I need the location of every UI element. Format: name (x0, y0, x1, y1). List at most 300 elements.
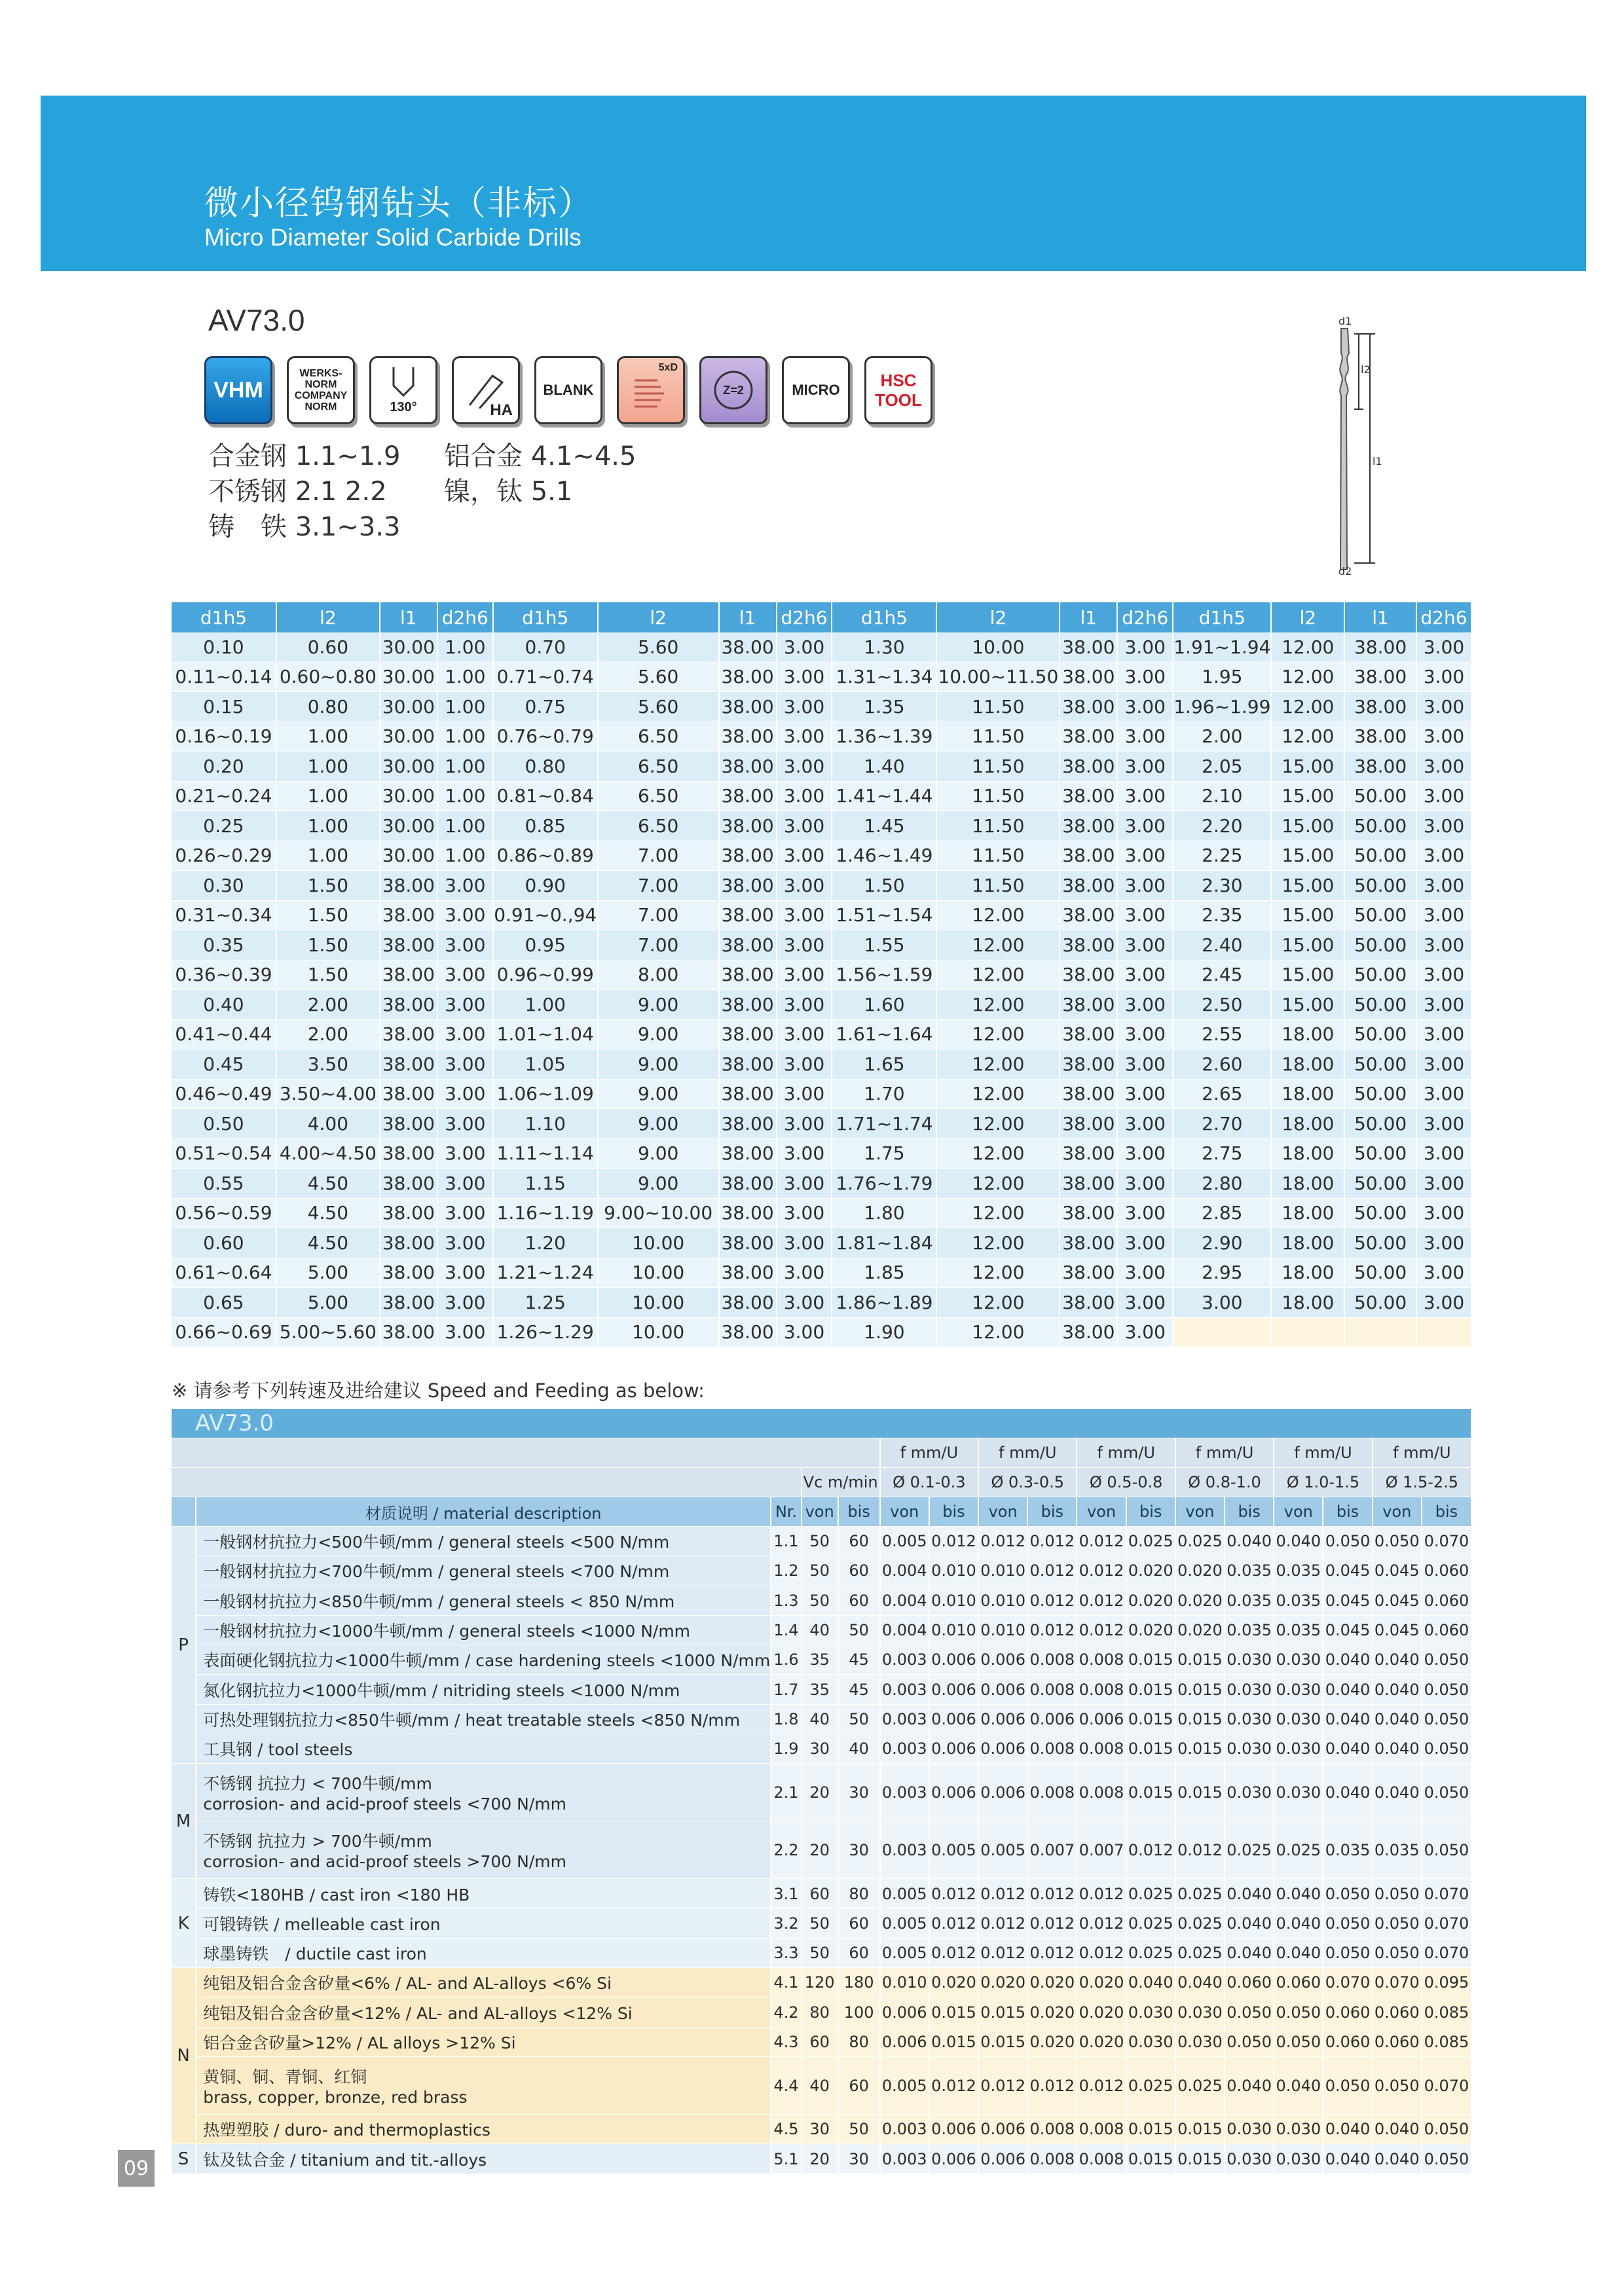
table-cell: 3.00 (1117, 1139, 1173, 1169)
drill-label-l1: l1 (1373, 455, 1382, 467)
table-cell: 38.00 (719, 841, 777, 871)
feed-value: 0.012 (1077, 1908, 1126, 1938)
table-cell: 9.00 (598, 1169, 719, 1199)
dimension-col-header: l1 (1060, 602, 1117, 632)
feed-value: 0.050 (1323, 1527, 1372, 1556)
feed-value: 0.008 (1077, 1645, 1126, 1675)
table-row (172, 871, 1471, 901)
feed-value: 0.040 (1225, 2057, 1274, 2115)
bis-header: bis (1027, 1497, 1077, 1527)
table-cell: 3.00 (1416, 1139, 1471, 1169)
material-description (196, 1586, 771, 1615)
von-header: von (1373, 1497, 1422, 1527)
table-cell: 1.90 (832, 1317, 936, 1347)
material-nr: 1.7 (771, 1675, 801, 1704)
table-cell: 1.00 (437, 721, 493, 752)
feed-value: 0.050 (1225, 1997, 1274, 2027)
table-cell: 0.76~0.79 (493, 721, 598, 752)
table-cell: 3.00 (1416, 930, 1471, 960)
table-cell: 2.60 (1173, 1049, 1271, 1080)
fmm-header: f mm/U (1077, 1438, 1175, 1468)
table-cell: 0.90 (493, 871, 598, 901)
feed-value: 0.025 (1175, 1879, 1225, 1908)
table-cell: 3.00 (1416, 900, 1471, 930)
feed-value: 0.070 (1422, 2057, 1471, 2115)
feed-value: 35 (802, 1645, 838, 1675)
table-cell: 1.06~1.09 (493, 1079, 598, 1109)
table-cell: 0.41~0.44 (172, 1019, 276, 1049)
table-cell: 38.00 (1060, 752, 1117, 782)
feed-value: 0.050 (1422, 2115, 1471, 2144)
speed-feed-note: ※ 请参考下列转速及进给建议 Speed and Feeding as below: (172, 1379, 705, 1402)
table-cell: 2.75 (1173, 1139, 1271, 1169)
table-cell: 15.00 (1271, 871, 1344, 901)
feed-value: 0.040 (1225, 1938, 1274, 1967)
feed-value: 0.035 (1323, 1821, 1372, 1879)
feed-value: 0.045 (1373, 1586, 1422, 1615)
table-cell: 38.00 (719, 1139, 777, 1169)
feed-value: 0.006 (929, 1645, 978, 1675)
table-cell: 3.00 (777, 1079, 832, 1109)
table-row (172, 1049, 1471, 1080)
table-cell: 0.95 (493, 930, 598, 960)
table-cell: 10.00 (936, 632, 1060, 662)
feed-value: 40 (838, 1734, 880, 1764)
table-cell: 18.00 (1271, 1109, 1344, 1139)
table-cell: 8.00 (598, 960, 719, 990)
table-row (172, 900, 1471, 930)
feed-value: 0.004 (880, 1586, 929, 1615)
feed-value: 0.050 (1323, 1879, 1372, 1908)
table-row (172, 781, 1471, 811)
table-cell: 3.00 (1117, 960, 1173, 990)
table-cell: 0.96~0.99 (493, 960, 598, 990)
table-cell: 38.00 (380, 1109, 437, 1139)
feed-value: 0.015 (929, 2027, 978, 2056)
table-cell: 11.50 (936, 841, 1060, 871)
feed-value: 0.008 (1077, 1734, 1126, 1764)
feed-value: 0.060 (1225, 1968, 1274, 1997)
table-cell: 15.00 (1271, 960, 1344, 990)
table-cell: 0.81~0.84 (493, 781, 598, 811)
table-cell: 3.00 (1416, 1169, 1471, 1199)
table-cell: 38.00 (719, 1228, 777, 1258)
material-description-line: 氮化钢抗拉力<1000牛顿/mm / nitriding steels <1000 N/mm (203, 1681, 680, 1700)
table-cell: 50.00 (1344, 1288, 1416, 1318)
material-description (196, 1645, 771, 1675)
table-cell: 50.00 (1344, 900, 1416, 930)
table-row (172, 632, 1471, 662)
table-cell: 2.55 (1173, 1019, 1271, 1049)
table-cell: 2.35 (1173, 900, 1271, 930)
feed-value: 0.003 (880, 1734, 929, 1764)
table-cell: 9.00 (598, 990, 719, 1020)
z2-flutes-icon (699, 356, 767, 424)
table-cell: 50.00 (1344, 1139, 1416, 1169)
dimension-col-header: d1h5 (1173, 602, 1271, 632)
table-row (172, 1317, 1471, 1347)
feed-value: 0.020 (1027, 2027, 1077, 2056)
table-cell: 38.00 (1060, 1198, 1117, 1228)
feed-value: 0.005 (929, 1821, 978, 1879)
table-cell: 2.95 (1173, 1258, 1271, 1288)
feed-value: 0.012 (1027, 1879, 1077, 1908)
table-cell: 1.50 (276, 871, 380, 901)
feed-value: 0.012 (1077, 1615, 1126, 1645)
table-cell: 0.86~0.89 (493, 841, 598, 871)
hsc-tool-icon (864, 356, 932, 424)
feed-value: 60 (838, 1527, 880, 1556)
table-cell: 0.50 (172, 1109, 276, 1139)
feed-value: 0.040 (1274, 2057, 1323, 2115)
table-cell: 12.00 (936, 1228, 1060, 1258)
table-cell: 2.65 (1173, 1079, 1271, 1109)
table-cell: 1.00 (276, 752, 380, 782)
feed-value: 0.006 (978, 1645, 1027, 1675)
feed-value: 0.012 (929, 1879, 978, 1908)
feed-value: 0.070 (1323, 1968, 1372, 1997)
material-stainless: 不锈钢 2.1 2.2 (208, 477, 387, 507)
diameter-range-header: Ø 0.3-0.5 (978, 1468, 1077, 1497)
material-cast-iron: 铸 铁 3.1~3.3 (208, 512, 401, 542)
material-description-line: 工具钢 / tool steels (203, 1740, 353, 1760)
feed-row (172, 1586, 1471, 1615)
table-row (172, 1139, 1471, 1169)
feed-row (172, 1764, 1471, 1821)
feed-value: 0.012 (978, 1879, 1027, 1908)
table-cell: 3.00 (777, 1258, 832, 1288)
feed-value: 0.015 (1175, 1645, 1225, 1675)
feed-row (172, 1938, 1471, 1967)
feed-value: 0.015 (1175, 2115, 1225, 2144)
material-description-line: 表面硬化钢抗拉力<1000牛顿/mm / case hardening steels <1000 N/mm (203, 1651, 771, 1671)
dimension-col-header: l1 (719, 602, 777, 632)
table-cell: 38.00 (1344, 662, 1416, 692)
feed-value: 0.050 (1323, 1938, 1372, 1967)
feed-value: 100 (838, 1997, 880, 2027)
table-cell: 3.00 (437, 1169, 493, 1199)
table-cell: 0.61~0.64 (172, 1258, 276, 1288)
diameter-range-header: Ø 0.1-0.3 (880, 1468, 978, 1497)
material-description-line: 黄铜、铜、青铜、红铜 (203, 2068, 367, 2087)
table-cell: 1.20 (493, 1228, 598, 1258)
feed-value: 0.060 (1373, 1997, 1422, 2027)
feed-value: 60 (802, 1879, 838, 1908)
table-cell: 38.00 (1060, 811, 1117, 841)
table-cell: 7.00 (598, 871, 719, 901)
feed-value: 30 (838, 2144, 880, 2174)
table-cell: 1.00 (493, 990, 598, 1020)
table-cell: 50.00 (1344, 930, 1416, 960)
von-header: von (1077, 1497, 1126, 1527)
table-cell: 38.00 (719, 811, 777, 841)
table-cell: 50.00 (1344, 1228, 1416, 1258)
fmm-header: f mm/U (978, 1438, 1077, 1468)
table-cell: 12.00 (936, 1079, 1060, 1109)
table-cell: 3.00 (1117, 871, 1173, 901)
feed-value: 0.012 (1126, 1821, 1175, 1879)
feed-value: 0.040 (1225, 1879, 1274, 1908)
table-row (172, 752, 1471, 782)
table-cell: 3.00 (1416, 811, 1471, 841)
table-cell: 38.00 (1060, 871, 1117, 901)
material-group-code: P (172, 1527, 196, 1764)
drill-label-l2: l2 (1361, 363, 1371, 376)
table-cell: 3.00 (437, 1288, 493, 1318)
table-cell: 12.00 (936, 990, 1060, 1020)
feed-value: 0.030 (1225, 1645, 1274, 1675)
table-cell: 3.00 (1117, 752, 1173, 782)
feed-value: 0.025 (1126, 1879, 1175, 1908)
table-cell: 3.00 (437, 900, 493, 930)
feed-value: 0.030 (1225, 1704, 1274, 1734)
table-cell: 11.50 (936, 781, 1060, 811)
table-cell: 3.00 (1416, 990, 1471, 1020)
material-nr: 5.1 (771, 2144, 801, 2174)
feed-value: 45 (838, 1675, 880, 1704)
table-cell: 38.00 (719, 632, 777, 662)
dimension-table (172, 602, 1472, 1347)
dimension-col-header: l2 (1271, 602, 1344, 632)
table-cell: 38.00 (380, 960, 437, 990)
table-cell: 3.00 (777, 1019, 832, 1049)
feed-value: 0.030 (1274, 1764, 1323, 1821)
table-cell: 38.00 (1060, 960, 1117, 990)
feed-value: 0.020 (1175, 1586, 1225, 1615)
table-cell: 3.00 (777, 1317, 832, 1347)
table-cell: 7.00 (598, 841, 719, 871)
table-cell: 38.00 (380, 990, 437, 1020)
material-description-line: corrosion- and acid-proof steels <700 N/mm (203, 1795, 566, 1814)
feed-value: 0.012 (1027, 1615, 1077, 1645)
feed-value: 0.006 (978, 1764, 1027, 1821)
feed-value: 0.040 (1323, 1734, 1372, 1764)
bis-header: bis (1126, 1497, 1175, 1527)
table-cell: 11.50 (936, 752, 1060, 782)
feed-value: 40 (802, 2057, 838, 2115)
material-aluminum: 铝合金 4.1~4.5 (444, 441, 637, 471)
feed-value: 0.006 (978, 1734, 1027, 1764)
material-description-line: 一般钢材抗拉力<500牛顿/mm / general steels <500 N/mm (203, 1533, 670, 1552)
feed-value: 0.060 (1422, 1556, 1471, 1586)
material-description-line: 铸铁<180HB / cast iron <180 HB (203, 1885, 470, 1904)
material-description-line: 一般钢材抗拉力<700牛顿/mm / general steels <700 N/mm (203, 1562, 670, 1582)
table-cell: 1.00 (276, 841, 380, 871)
table-cell: 1.36~1.39 (832, 721, 936, 752)
feed-row (172, 1556, 1471, 1586)
feed-value: 0.006 (880, 1997, 929, 2027)
material-description (196, 1938, 771, 1967)
table-cell: 4.00 (276, 1109, 380, 1139)
feed-value: 0.006 (929, 1764, 978, 1821)
feed-value: 0.012 (1027, 1556, 1077, 1586)
table-cell: 3.00 (1117, 811, 1173, 841)
feed-value: 0.007 (1027, 1821, 1077, 1879)
werks-norm-icon: WERKS-NORM COMPANY NORM (287, 356, 355, 424)
feed-row (172, 2144, 1471, 2174)
table-cell: 3.00 (1117, 1317, 1173, 1347)
table-cell: 3.00 (1416, 841, 1471, 871)
table-cell: 0.26~0.29 (172, 841, 276, 871)
feed-value: 0.003 (880, 1645, 929, 1675)
table-cell: 12.00 (1271, 692, 1344, 722)
feed-value: 60 (838, 2057, 880, 2115)
material-nr: 1.3 (771, 1586, 801, 1615)
table-cell: 1.25 (493, 1288, 598, 1318)
table-cell: 2.20 (1173, 811, 1271, 841)
feed-value: 0.050 (1373, 1938, 1422, 1967)
table-cell: 2.50 (1173, 990, 1271, 1020)
hsc-label: HSC TOOL (875, 371, 922, 410)
table-cell: 2.00 (1173, 721, 1271, 752)
feed-value: 0.008 (1027, 1675, 1077, 1704)
dimension-col-header: d2h6 (777, 602, 832, 632)
feed-value: 0.006 (978, 1704, 1027, 1734)
diameter-range-header: Ø 1.5-2.5 (1373, 1468, 1471, 1497)
table-cell: 18.00 (1271, 1228, 1344, 1258)
table-cell: 4.50 (276, 1228, 380, 1258)
table-cell: 6.50 (598, 781, 719, 811)
table-cell: 30.00 (380, 692, 437, 722)
von-header: von (802, 1497, 838, 1527)
feed-value: 0.015 (1175, 1734, 1225, 1764)
dimension-col-header: l2 (936, 602, 1060, 632)
table-cell: 50.00 (1344, 1169, 1416, 1199)
point-angle-icon (369, 356, 437, 424)
table-cell: 0.80 (493, 752, 598, 782)
feed-value: 0.005 (978, 1821, 1027, 1879)
table-cell: 2.25 (1173, 841, 1271, 871)
feed-value: 0.050 (1422, 1645, 1471, 1675)
feed-value: 120 (802, 1968, 838, 1997)
table-cell: 3.00 (777, 752, 832, 782)
feed-value: 0.012 (978, 2057, 1027, 2115)
table-cell: 0.10 (172, 632, 276, 662)
table-cell: 1.00 (276, 781, 380, 811)
feed-value: 0.040 (1175, 1968, 1225, 1997)
table-cell: 1.00 (437, 662, 493, 692)
table-cell: 3.00 (777, 930, 832, 960)
table-row (172, 1228, 1471, 1258)
table-cell: 0.75 (493, 692, 598, 722)
feed-value: 0.040 (1373, 2115, 1422, 2144)
table-cell: 0.80 (276, 692, 380, 722)
table-cell: 38.00 (1060, 1049, 1117, 1080)
table-cell: 38.00 (380, 1228, 437, 1258)
table-cell: 11.50 (936, 871, 1060, 901)
table-cell: 12.00 (1271, 632, 1344, 662)
feature-icons (204, 356, 932, 424)
diameter-range-header: Ø 1.0-1.5 (1274, 1468, 1372, 1497)
feed-row (172, 1734, 1471, 1764)
feed-value: 30 (802, 2115, 838, 2144)
feed-value: 0.060 (1323, 2027, 1372, 2056)
table-cell: 1.00 (276, 721, 380, 752)
feed-value: 0.003 (880, 1704, 929, 1734)
z2-label: Z=2 (723, 383, 744, 397)
table-cell: 38.00 (1344, 721, 1416, 752)
table-cell: 38.00 (719, 960, 777, 990)
table-cell: 30.00 (380, 662, 437, 692)
feed-row (172, 1821, 1471, 1879)
feed-value: 0.008 (1077, 1764, 1126, 1821)
material-description (196, 1704, 771, 1734)
ha-label: HA (490, 401, 513, 419)
table-cell: 38.00 (719, 930, 777, 960)
feed-value: 0.025 (1274, 1821, 1323, 1879)
table-cell: 1.50 (276, 960, 380, 990)
feed-value: 0.030 (1225, 2115, 1274, 2144)
material-description (196, 1764, 771, 1821)
table-cell: 3.00 (437, 1049, 493, 1080)
feed-value: 0.070 (1373, 1968, 1422, 1997)
table-cell: 0.20 (172, 752, 276, 782)
table-cell (1173, 1317, 1271, 1347)
table-cell: 1.30 (832, 632, 936, 662)
table-cell: 3.00 (1117, 1288, 1173, 1318)
feed-value: 60 (838, 1908, 880, 1938)
table-cell: 0.66~0.69 (172, 1317, 276, 1347)
table-cell: 50.00 (1344, 841, 1416, 871)
table-cell: 2.40 (1173, 930, 1271, 960)
feed-value: 0.050 (1373, 1879, 1422, 1908)
feed-value: 0.015 (1126, 1675, 1175, 1704)
feed-value: 50 (802, 1556, 838, 1586)
table-cell: 18.00 (1271, 1169, 1344, 1199)
material-description (196, 1908, 771, 1938)
table-cell: 1.01~1.04 (493, 1019, 598, 1049)
table-cell: 38.00 (719, 1288, 777, 1318)
material-nr: 2.1 (771, 1764, 801, 1821)
table-row (172, 1288, 1471, 1318)
table-cell: 3.00 (1117, 1049, 1173, 1080)
feed-value: 0.060 (1422, 1586, 1471, 1615)
table-cell: 2.70 (1173, 1109, 1271, 1139)
material-description (196, 1997, 771, 2027)
table-cell: 4.50 (276, 1198, 380, 1228)
table-cell: 38.00 (380, 1049, 437, 1080)
table-cell: 38.00 (380, 871, 437, 901)
table-cell: 0.71~0.74 (493, 662, 598, 692)
feed-value: 0.040 (1373, 1704, 1422, 1734)
table-cell: 1.26~1.29 (493, 1317, 598, 1347)
table-cell: 18.00 (1271, 1049, 1344, 1080)
table-cell: 3.00 (777, 781, 832, 811)
feed-value: 20 (802, 1821, 838, 1879)
table-cell: 12.00 (936, 1317, 1060, 1347)
vc-header: Vc m/min (802, 1468, 880, 1497)
feed-value: 0.008 (1027, 2115, 1077, 2144)
feed-header-row-1 (172, 1438, 1471, 1468)
table-cell: 3.00 (1117, 930, 1173, 960)
feed-value: 0.012 (1027, 1527, 1077, 1556)
table-cell: 3.00 (1416, 1109, 1471, 1139)
table-cell: 38.00 (719, 1198, 777, 1228)
table-cell: 2.05 (1173, 752, 1271, 782)
table-cell: 3.00 (1416, 692, 1471, 722)
table-cell (1271, 1317, 1344, 1347)
table-cell: 1.15 (493, 1169, 598, 1199)
table-cell: 3.00 (1416, 1258, 1471, 1288)
material-nr: 3.1 (771, 1879, 801, 1908)
feed-column-header-row (172, 1497, 1471, 1527)
feed-value: 0.060 (1323, 1997, 1372, 2027)
five-xd-label: 5xD (658, 362, 678, 373)
material-description (196, 1675, 771, 1704)
table-cell: 1.55 (832, 930, 936, 960)
table-cell: 5.60 (598, 692, 719, 722)
title-en: Micro Diameter Solid Carbide Drills (204, 224, 581, 251)
